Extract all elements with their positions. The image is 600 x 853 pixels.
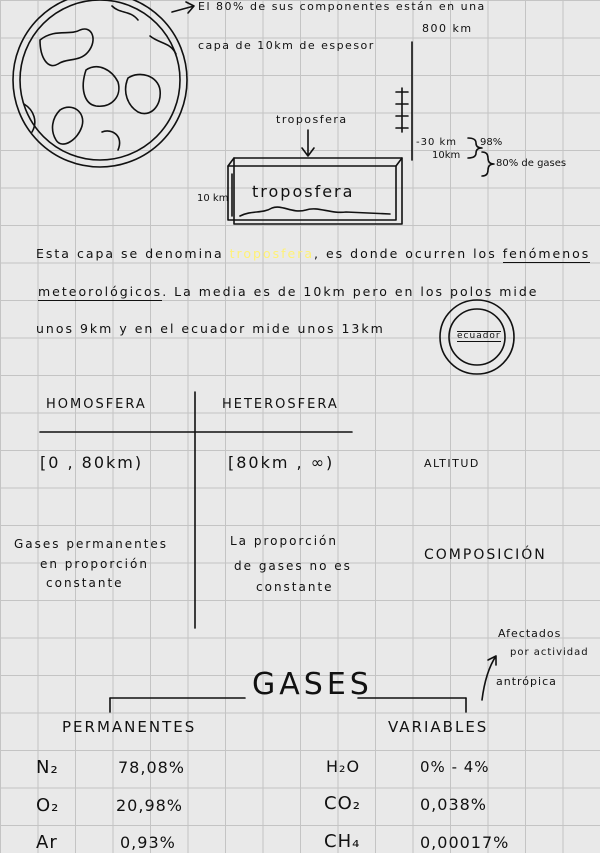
gases-title: GASES (252, 667, 373, 702)
altitude-10km-left: 10 km (197, 193, 229, 204)
percent-80-gases: 80% de gases (496, 158, 567, 169)
gas-percentage: 0,93% (120, 833, 176, 852)
gas-percentage: 0,038% (420, 795, 488, 814)
gas-percentage: 20,98% (116, 796, 184, 815)
globe-caption-line1: El 80% de sus componentes están en una (198, 0, 486, 13)
paragraph-text: , es donde ocurren los (314, 246, 497, 261)
ecuador-label: ecuador (457, 331, 501, 341)
anthropic-note-1: Afectados (498, 627, 562, 640)
brace-icon (482, 152, 494, 176)
altitude-30km: -30 km (416, 137, 458, 148)
table-header-homosfera: HOMOSFERA (46, 397, 147, 412)
homosfera-composicion-3: constante (46, 576, 124, 590)
anthropic-note-2: por actividad (510, 647, 589, 658)
paragraph-text: . La media es de 10km pero en los polos mide (162, 284, 539, 299)
earth-globe-icon (13, 0, 187, 167)
gas-formula: N₂ (36, 757, 59, 778)
paragraph-line-2 (38, 286, 538, 299)
gas-percentage: 0,00017% (420, 833, 510, 852)
troposfera-box-label: troposfera (252, 182, 355, 201)
underlined-term: fenómenos (502, 246, 591, 261)
gas-formula: Ar (36, 832, 58, 853)
down-arrow-icon (302, 130, 314, 156)
homosfera-altitud: [0 , 80km) (40, 453, 144, 472)
paragraph-text: Esta capa se denomina (36, 246, 224, 261)
troposfera-arrow-label: troposfera (276, 113, 348, 126)
homosfera-composicion-2: en proporción (40, 557, 149, 571)
table-header-heterosfera: HETEROSFERA (222, 397, 339, 412)
permanentes-heading: PERMANENTES (62, 718, 197, 736)
heterosfera-composicion-1: La proporción (230, 534, 338, 548)
gas-formula: O₂ (36, 795, 60, 816)
gas-formula: CH₄ (324, 831, 361, 852)
underlined-term: meteorológicos (38, 284, 163, 299)
heterosfera-composicion-3: constante (256, 580, 334, 594)
homosfera-composicion-1: Gases permanentes (14, 537, 169, 551)
gas-percentage: 78,08% (118, 758, 186, 777)
anthropic-note-3: antrópica (496, 675, 557, 688)
highlighted-term: troposfera (229, 246, 315, 261)
row-label-composicion: COMPOSICIÓN (424, 547, 547, 563)
variables-heading: VARIABLES (388, 718, 489, 736)
percent-98: 98% (480, 137, 503, 148)
altitude-10km-small: 10km (432, 150, 461, 161)
globe-caption-line2: capa de 10km de espesor (198, 39, 375, 52)
heterosfera-altitud: [80km , ∞) (228, 453, 335, 472)
gas-percentage: 0% - 4% (420, 758, 490, 776)
gas-formula: H₂O (326, 757, 361, 776)
gas-formula: CO₂ (324, 793, 361, 814)
paragraph-line-1 (36, 248, 590, 261)
globe-arrow (172, 2, 194, 13)
paragraph-line-3: unos 9km y en el ecuador mide unos 13km (36, 321, 385, 336)
note-arrow-icon (482, 656, 496, 700)
row-label-altitud: ALTITUD (424, 457, 480, 470)
heterosfera-composicion-2: de gases no es (234, 559, 352, 573)
altitude-800km: 800 km (422, 22, 473, 35)
